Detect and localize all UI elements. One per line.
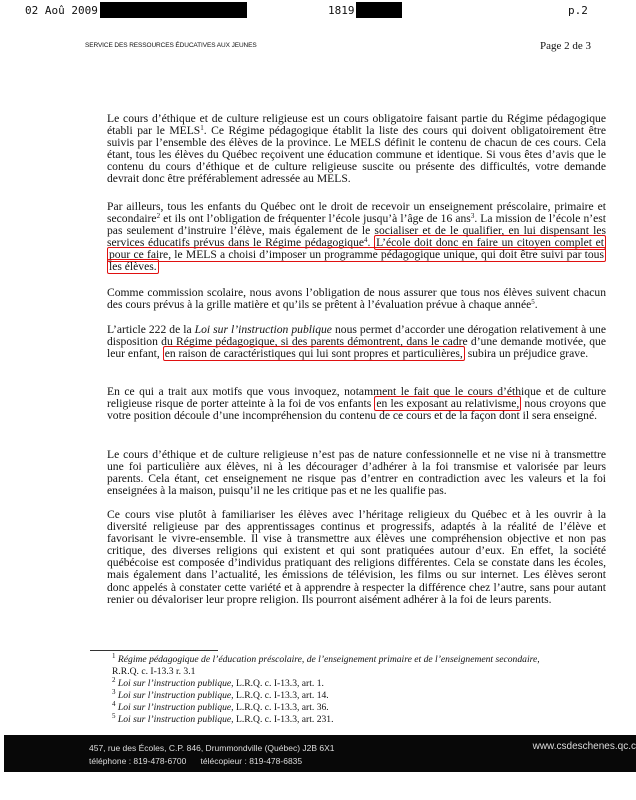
page-number: Page 2 de 3 (540, 40, 592, 52)
footnote-ref: 3 (470, 212, 475, 221)
footnote-ref-text: L.R.Q. c. I-13.3, art. 36. (235, 702, 329, 713)
footnote-2 (112, 678, 612, 690)
footnote-ref: 4 (364, 236, 368, 245)
footnote-number: 4 (112, 700, 116, 708)
footnote-ref-text: L.R.Q. c. I-13.3, art. 231. (235, 714, 334, 725)
footnote-ref: 1 (200, 124, 204, 133)
text: L’article 222 de la (107, 323, 195, 336)
paragraph-7: Ce cours vise plutôt à familiariser les élèves avec l’héritage religieux du Québec et à les ouvrir à la diversité religieuse par des apprentissages continus et progressifs, adaptés à la réalité de l’élève et favorisant le vivre-ensemble. Il vise à transmettre aux élèves une compréhension objective et non pas critique, des diverses religions qui existent et qui sont pratiquées autour d’eux. En effet, la société québécoise est composée d’individus pratiquant des religions différentes. Cela se constate dans les écoles, mais également dans l’actualité, les émissions de télévision, les films ou sur internet. Les élèves seront donc appelés à constater cette variété et à apprendre à respecter la différence chez l’autre, sans pour autant renier ou dévaloriser leur propre religion. Ils pourront aisément adhérer à la foi de leurs parents. (107, 508, 606, 606)
footnote-title: Loi sur l’instruction publique, (117, 678, 234, 689)
text: Le cours d’éthique et de culture religieuse est un cours obligatoire faisant partie du Régime pédagogique établi par le MELS (107, 112, 606, 138)
footnote-ref: 5 (531, 298, 535, 307)
footnote-3 (112, 690, 612, 702)
footnote-ref-text: R.R.Q. c. I-13.3 r. 3.1 (112, 665, 196, 677)
redaction-bar (100, 2, 247, 18)
footer-address: 457, rue des Écoles, C.P. 846, Drummondville (Québec) J2B 6X1 (89, 743, 335, 753)
red-highlight-box: en les exposant au relativisme, (376, 397, 520, 411)
footnote-divider (90, 650, 218, 651)
footnote-title: Loi sur l’instruction publique, (117, 690, 234, 701)
text: nous croyons que votre position découle d’une incompréhension du contenu de ce cours et de la façon dont il sera enseigné. (107, 397, 606, 423)
footnote-1 (112, 654, 612, 677)
text: . (367, 236, 375, 250)
paragraph-5 (107, 386, 606, 422)
footnote-5 (112, 714, 612, 726)
footnote-ref: 2 (156, 212, 161, 221)
fax-date: 02 Aoû 2009 (25, 4, 98, 17)
footnote-title: Loi sur l’instruction publique, (117, 702, 234, 713)
footnote-title: Loi sur l’instruction publique, (117, 714, 234, 725)
footnote-number: 3 (112, 688, 116, 696)
paragraph-3 (107, 287, 606, 311)
red-highlight-box: L’école doit donc en faire un citoyen complet et pour ce faire, le MELS a choisi d’imposer un programme pédagogique unique, qui doit être suivi par tous les élèves. (109, 236, 605, 274)
text: . (534, 298, 538, 312)
paragraph-1 (107, 113, 606, 186)
footnote-ref-text: L.R.Q. c. I-13.3, art. 1. (235, 678, 324, 689)
footer-website: www.csdeschenes.qc.c (532, 741, 636, 752)
fax-number: 1819 (328, 4, 355, 17)
footnote-number: 1 (112, 652, 116, 660)
text: . La mission de l’école n’est pas seulement d’instruire l’élève, mais également de le socialiser et de le qualifier, en lui dispensant les services éducatifs prévus dans le Régime pédagogique (107, 212, 606, 250)
text: et ils ont l’obligation de fréquenter l’école jusqu’à l’âge de 16 ans (160, 212, 471, 226)
letter-footer (4, 735, 636, 772)
text: Par ailleurs, tous les enfants du Québec ont le droit de recevoir un enseignement préscolaire, primaire et secondaire (107, 200, 606, 226)
law-title: Loi sur l’instruction publique (194, 323, 332, 336)
footnote-4 (112, 702, 612, 714)
redaction-bar (356, 2, 402, 18)
text: nous permet d’accorder une dérogation relativement à une disposition du Régime pédagogique, si des parents démontrent, dans le cadre d’une demande motivée, que leur enfant, (107, 323, 606, 361)
red-highlight-box: en raison de caractéristiques qui lui sont propres et particulières, (164, 347, 463, 361)
footnote-number: 2 (112, 676, 116, 684)
footnote-ref-text: L.R.Q. c. I-13.3, art. 14. (235, 690, 329, 701)
text: Comme commission scolaire, nous avons l’obligation de nous assurer que tous nos élèves suivent chacun des cours prévus à la grille matière et qu’ils se prêtent à l’évaluation prévue à chaque année (107, 286, 606, 312)
text: subira un préjudice grave. (464, 347, 589, 361)
fax-page: p.2 (568, 4, 588, 17)
footnote-number: 5 (112, 712, 116, 720)
paragraph-4 (107, 324, 606, 360)
paragraph-6: Le cours d’éthique et de culture religieuse n’est pas de nature confessionnelle et ne vise ni à transmettre une foi particulière aux élèves, ni à les décourager d’adhérer à la foi transmise et valorisée par leurs parents. Cela étant, cet enseignement ne risque pas d’entrer en contradiction avec les valeurs et la foi enseignées à la maison, puisqu’il ne les critique pas et ne les qualifie pas. (107, 448, 606, 498)
footer-phone: téléphone : 819-478-6700 télécopieur : 819-478-6835 (89, 756, 303, 766)
text: En ce qui a trait aux motifs que vous invoquez, notamment le fait que le cours d’éthique et de culture religieuse risque de porter atteinte à la foi de vos enfants (107, 385, 606, 411)
letterhead-service: SERVICE DES RESSOURCES ÉDUCATIVES AUX JEUNES (85, 42, 257, 49)
footnote-title: Régime pédagogique de l’éducation préscolaire, de l’enseignement primaire et de l’enseignement secondaire, (117, 654, 540, 665)
paragraph-2 (107, 201, 606, 274)
text: . Ce Régime pédagogique établit la liste des cours qui doivent obligatoirement être suivis par l’ensemble des élèves de la province. Le MELS définit le contenu de chacun de ces cours. Cela étant, tous les élèves du Québec reçoivent une éducation commune et identique. Si vous êtes d’avis que le contenu du cours d’éthique et de culture religieuse suscite ou présente des difficultés, votre demande devrait donc être préférablement adressée au MELS. (107, 124, 606, 186)
